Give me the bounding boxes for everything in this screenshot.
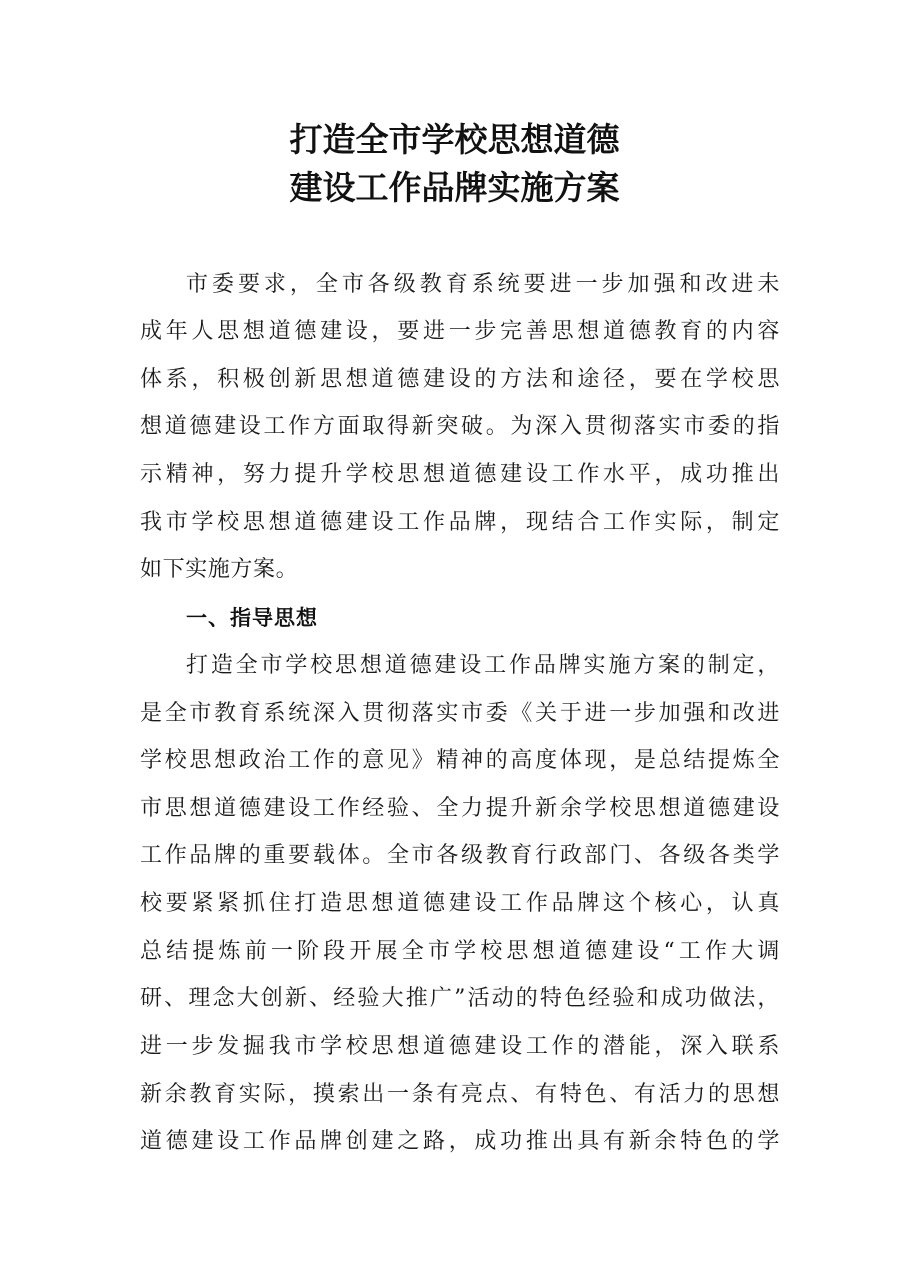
intro-line-3: 体系，积极创新思想道德建设的方法和途径，要在学校思: [140, 367, 780, 392]
section1-line-2: 是全市教育系统深入贯彻落实市委《关于进一步加强和改进: [140, 701, 780, 726]
intro-line-5: 示精神，努力提升学校思想道德建设工作水平，成功推出: [140, 462, 780, 487]
section1-line-8: 研、理念大创新、经验大推广”活动的特色经验和成功做法，: [140, 986, 780, 1011]
section1-line-7: 总结提炼前一阶段开展全市学校思想道德建设“工作大调: [140, 939, 780, 964]
intro-line-4: 想道德建设工作方面取得新突破。为深入贯彻落实市委的指: [140, 414, 780, 439]
intro-line-6: 我市学校思想道德建设工作品牌，现结合工作实际，制定: [140, 510, 780, 535]
section1-line-9: 进一步发掘我市学校思想道德建设工作的潜能，深入联系: [140, 1034, 780, 1059]
section-heading-guiding-thought: 一、指导思想: [186, 606, 318, 630]
section1-line-11: 道德建设工作品牌创建之路，成功推出具有新余特色的学: [140, 1129, 780, 1154]
intro-line-1: 市委要求，全市各级教育系统要进一步加强和改进未: [186, 272, 780, 297]
document-title-line-1: 打造全市学校思想道德: [289, 120, 620, 159]
section1-line-4: 市思想道德建设工作经验、全力提升新余学校思想道德建设: [140, 796, 780, 821]
section1-line-3: 学校思想政治工作的意见》精神的高度体现，是总结提炼全: [140, 748, 780, 773]
section1-line-5: 工作品牌的重要载体。全市各级教育行政部门、各级各类学: [140, 843, 780, 868]
section1-line-1: 打造全市学校思想道德建设工作品牌实施方案的制定，: [186, 653, 780, 678]
intro-line-7: 如下实施方案。: [140, 557, 299, 582]
intro-line-2: 成年人思想道德建设，要进一步完善思想道德教育的内容: [140, 319, 780, 344]
document-title-line-2: 建设工作品牌实施方案: [289, 168, 620, 207]
section1-line-10: 新余教育实际，摸索出一条有亮点、有特色、有活力的思想: [140, 1082, 780, 1107]
section1-line-6: 校要紧紧抓住打造思想道德建设工作品牌这个核心，认真: [140, 891, 780, 916]
